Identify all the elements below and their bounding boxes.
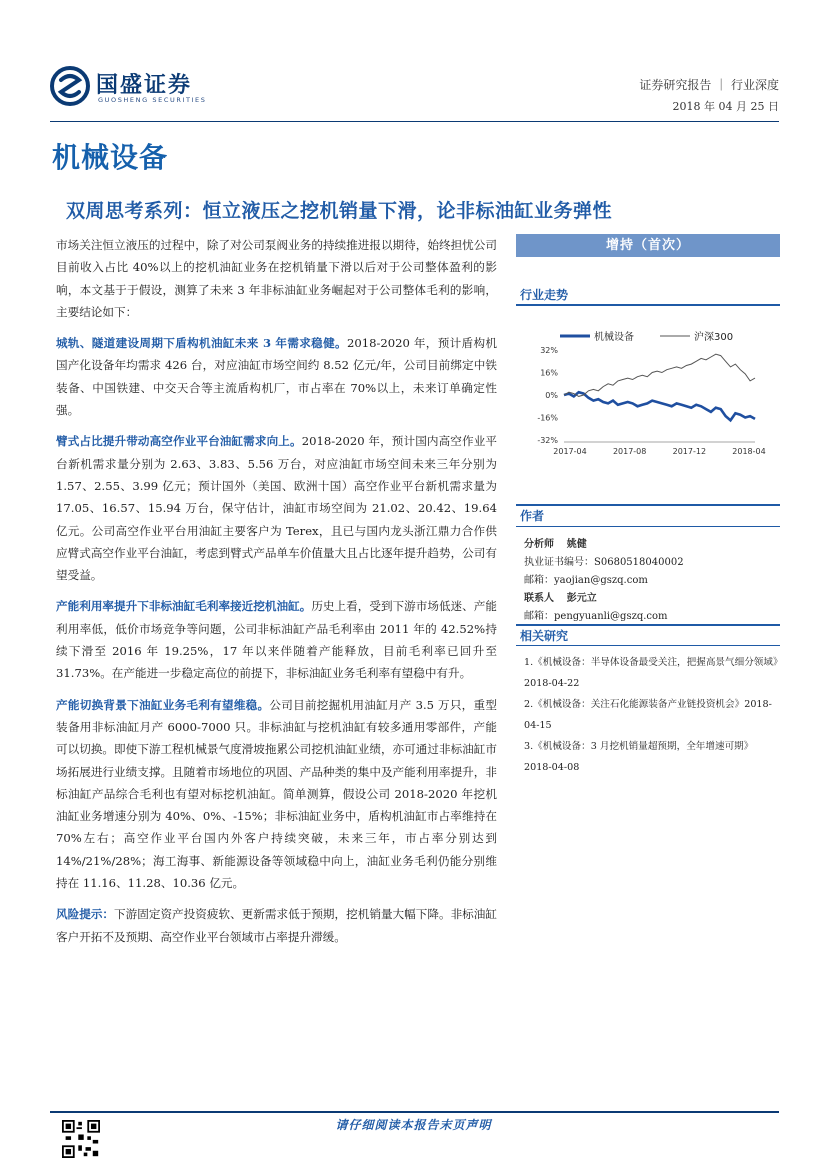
contact-email-row (524, 607, 668, 622)
analyst-name: 姚健 (566, 539, 587, 550)
contact-email[interactable]: pengyuanli@gszq.com (554, 611, 668, 622)
x-tick-label: 2017-08 (612, 447, 647, 456)
contact-name: 彭元立 (566, 593, 597, 604)
footer-disclaimer-note: 请仔细阅读本报告末页声明 (335, 1118, 492, 1132)
footer-divider (50, 1111, 779, 1113)
related-title: 相关研究 (520, 629, 569, 643)
x-tick-label: 2017-12 (672, 447, 707, 456)
point-2-body: 2018-2020 年，预计国内高空作业平台新机需求量分别为 2.63、3.83、5.56 万台，对应油缸市场空间未来三年分别为 1.57、2.55、3.99 亿元；预计国外（美国、欧洲十国）高空作业平台新机需求量为 17.05、16.57、15.94 万台，保守估计，油缸市场空间为 21.02、20.42、19.64 亿元。公司高空作业平台用油缸主要客户为 Terex，且已与国内龙头浙江鼎力合作供应臂式高空作业平台油缸，考虑到臂式产品单车价值量大且占比逐年提升趋势，公司有望受益。 (56, 434, 497, 583)
point-3 (56, 595, 497, 684)
related-item-3[interactable]: 3.《机械设备：3 月挖机销量超预期，全年增速可期》2018-04-08 (524, 741, 754, 773)
risk-title: 风险提示： (56, 907, 115, 922)
rating-badge: 增持（首次） (516, 234, 780, 257)
company-logo (50, 62, 220, 108)
contact-label: 联系人 (524, 593, 554, 604)
point-1 (56, 332, 497, 421)
related-list (524, 652, 778, 778)
y-tick-label: -32% (537, 436, 558, 445)
intro-paragraph: 市场关注恒立液压的过程中，除了对公司泵阀业务的持续推进报以期待，始终担忧公司目前收入占比 40%以上的挖机油缸业务在挖机销量下滑以后对于公司整体盈利的影响，本文基于于假设，测算了未来 3 年非标油缸业务崛起对于公司整体毛利的影响，主要结论如下： (56, 238, 497, 319)
legend-label: 沪深300 (694, 332, 734, 343)
logo-name: 国盛证券 (96, 72, 193, 98)
related-item-1[interactable]: 1.《机械设备：半导体设备最受关注，把握高景气细分领域》2018-04-22 (524, 657, 778, 689)
related-top-divider (516, 624, 780, 626)
cert-row (524, 553, 684, 568)
series-line-1 (564, 392, 755, 420)
report-date: 2018 年 04 月 25 日 (672, 100, 779, 113)
y-tick-label: 0% (545, 391, 558, 400)
trend-divider (516, 304, 780, 306)
y-tick-label: 16% (540, 368, 558, 378)
point-2-title: 臂式占比提升带动高空作业平台油缸需求向上。 (56, 434, 302, 449)
point-4-title: 产能切换背景下油缸业务毛利有望维稳。 (56, 697, 270, 712)
point-4 (56, 694, 497, 895)
risk-paragraph (56, 903, 497, 948)
related-divider (516, 645, 780, 646)
cert-number: S0680518040002 (594, 557, 684, 568)
logo-subtitle: GUOSHENG SECURITIES (98, 96, 207, 104)
contact-row (524, 589, 597, 604)
point-3-body: 历史上看，受到下游市场低迷、产能利用率低，低价市场竞争等问题，公司非标油缸产品毛利率由 2011 年的 42.52%持续下滑至 2016 年 19.25%，17 年以来伴随着产能释放，目前毛利率已回升至 31.73%。在产能进一步稳定高位的前提下，非标油缸业务毛利率有望稳中有升。 (56, 599, 497, 681)
industry-trend-chart (520, 326, 780, 466)
analyst-label: 分析师 (524, 539, 554, 550)
analyst-email[interactable]: yaojian@gszq.com (554, 575, 648, 586)
main-content (56, 234, 497, 957)
point-1-title: 城轨、隧道建设周期下盾构机油缸未来 3 年需求稳健。 (56, 336, 347, 351)
report-headline: 双周思考系列：恒立液压之挖机销量下滑，论非标油缸业务弹性 (66, 200, 613, 222)
y-tick-label: -16% (537, 413, 558, 423)
y-tick-label: 32% (540, 346, 558, 355)
point-1-body: 2018-2020 年，预计盾构机国产化设备年均需求 426 台，对应油缸市场空间约 8.52 亿元/年，公司目前绑定中铁装备、中国铁建、中交天合等主流盾构机厂，市占率在 70%以上，未来订单确定性强。 (56, 336, 497, 418)
report-type: 证券研究报告 ｜ 行业深度 (639, 78, 779, 92)
cert-label: 执业证书编号： (524, 557, 594, 568)
point-4-body: 公司目前挖掘机用油缸月产 3.5 万只，重型装备用非标油缸月产 6000-7000 只。非标油缸与挖机油缸有较多通用零部件，产能可以切换。即使下游工程机械景气度滑坡拖累公司挖机油缸业绩，亦可通过非标油缸市场拓展进行业绩支撑。且随着市场地位的巩固、产品种类的集中及产能利用率提升，非标油缸产品综合毛利也有望对标挖机油缸。简单测算，假设公司 2018-2020 年挖机油缸业务增速分别为 40%、0%、-15%；非标油缸业务中，盾构机油缸市占率维持在 70%左右；高空作业平台国内外客户持续突破，未来三年，市占率分别达到 14%/21%/28%；海工海事、新能源设备等领域稳中向上，油缸业务毛利仍能分别维持在 11.16、11.28、10.36 亿元。 (56, 697, 497, 891)
industry-title: 机械设备 (52, 141, 169, 174)
x-tick-label: 2018-04 (732, 447, 766, 456)
qr-code-icon (62, 1120, 100, 1158)
point-3-title: 产能利用率提升下非标油缸毛利率接近挖机油缸。 (56, 599, 312, 614)
risk-body: 下游固定资产投资疲软、更新需求低于预期，挖机销量大幅下降。非标油缸客户开拓不及预期、高空作业平台领域市占率提升滞缓。 (56, 907, 497, 944)
header-divider (50, 121, 779, 122)
author-divider (516, 526, 780, 527)
series-line-2 (564, 354, 755, 396)
analyst-email-row (524, 571, 648, 586)
point-2 (56, 430, 497, 586)
author-title: 作者 (520, 509, 545, 523)
legend-label: 机械设备 (594, 332, 634, 343)
logo-mark-icon (50, 66, 90, 106)
email-label: 邮箱： (524, 575, 554, 586)
related-item-2[interactable]: 2.《机械设备：关注石化能源装备产业链投资机会》2018-04-15 (524, 699, 772, 731)
analyst-row (524, 535, 587, 550)
trend-title: 行业走势 (520, 288, 569, 302)
author-top-divider (516, 504, 780, 506)
email-label: 邮箱： (524, 611, 554, 622)
x-tick-label: 2017-04 (553, 447, 587, 456)
